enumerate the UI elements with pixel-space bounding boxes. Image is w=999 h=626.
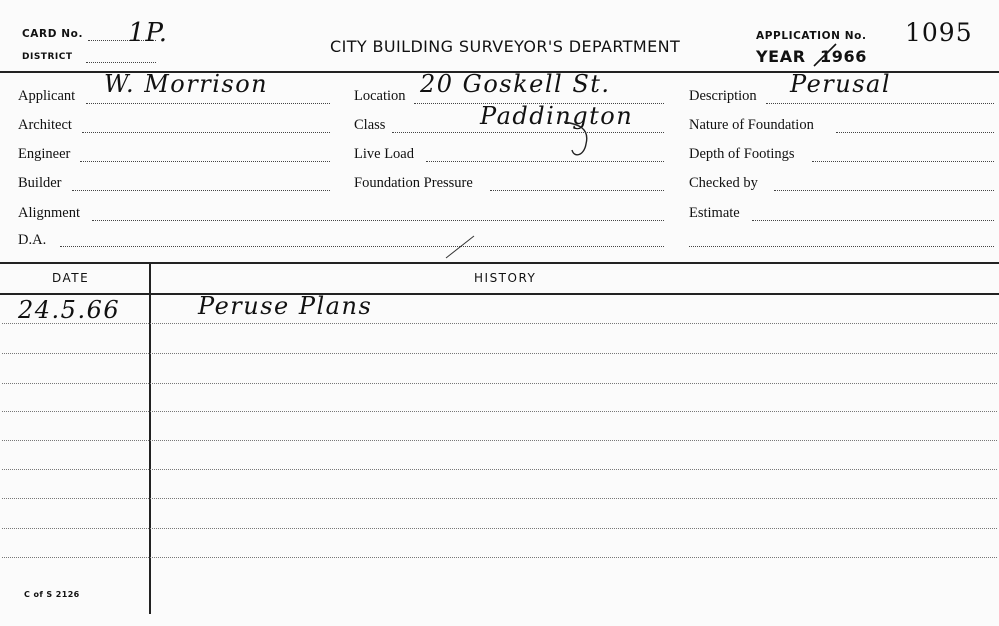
stray-pen-mark xyxy=(440,232,480,262)
description-value: Perusal xyxy=(790,70,892,98)
class-label: Class xyxy=(354,117,386,133)
architect-label: Architect xyxy=(18,117,72,133)
class-dotted-line xyxy=(392,132,664,133)
date-column-header: DATE xyxy=(52,271,90,285)
card-no-label: CARD No. xyxy=(22,28,84,40)
history-column-header: HISTORY xyxy=(474,271,537,285)
table-row xyxy=(2,469,997,470)
year-stroke-mark xyxy=(810,40,840,70)
engineer-label: Engineer xyxy=(18,146,71,162)
table-row xyxy=(2,383,997,384)
table-row xyxy=(2,440,997,441)
district-label: DISTRICT xyxy=(22,52,73,62)
alignment-label: Alignment xyxy=(18,205,81,221)
department-title: CITY BUILDING SURVEYOR'S DEPARTMENT xyxy=(330,37,681,56)
table-row xyxy=(2,353,997,354)
year-label: YEAR xyxy=(756,47,806,66)
da-dotted-line xyxy=(60,246,664,247)
alignment-dotted-line xyxy=(92,220,664,221)
description-label: Description xyxy=(689,88,757,104)
history-entry-text: Peruse Plans xyxy=(198,292,373,320)
checked-by-label: Checked by xyxy=(689,175,758,191)
date-history-divider xyxy=(149,264,151,614)
district-dotted-line xyxy=(86,62,156,63)
builder-label: Builder xyxy=(18,175,62,191)
estimate-label: Estimate xyxy=(689,205,740,221)
location-line2: Paddington xyxy=(480,102,634,130)
checked-by-dotted-line xyxy=(774,190,994,191)
applicant-value: W. Morrison xyxy=(104,70,269,98)
depth-of-footings-label: Depth of Footings xyxy=(689,146,795,162)
foundation-pressure-label: Foundation Pressure xyxy=(354,175,473,191)
form-code: C of S 2126 xyxy=(24,590,80,599)
table-row xyxy=(2,323,997,324)
applicant-label: Applicant xyxy=(18,88,76,104)
nature-of-foundation-label: Nature of Foundation xyxy=(689,117,814,133)
location-underline-flourish xyxy=(560,114,600,164)
estimate-dotted-line xyxy=(752,220,994,221)
da-label: D.A. xyxy=(18,232,47,248)
history-entry-date: 24.5.66 xyxy=(18,296,121,324)
table-row xyxy=(2,528,997,529)
application-number: 1095 xyxy=(905,18,973,47)
location-line1: 20 Goskell St. xyxy=(420,70,611,98)
engineer-dotted-line xyxy=(80,161,330,162)
table-row xyxy=(2,411,997,412)
estimate-extra-dotted-line xyxy=(689,246,994,247)
depth-dotted-line xyxy=(812,161,994,162)
builder-dotted-line xyxy=(72,190,330,191)
architect-dotted-line xyxy=(82,132,330,133)
nature-dotted-line xyxy=(836,132,994,133)
year-value: 1966 xyxy=(820,47,867,66)
description-dotted-line xyxy=(766,103,994,104)
card-no-value: 1P. xyxy=(128,18,169,48)
live-load-dotted-line xyxy=(426,161,664,162)
live-load-label: Live Load xyxy=(354,146,414,162)
foundation-pressure-dotted-line xyxy=(490,190,664,191)
location-label: Location xyxy=(354,88,406,104)
table-row xyxy=(2,557,997,558)
applicant-dotted-line xyxy=(86,103,330,104)
table-row xyxy=(2,498,997,499)
application-label: APPLICATION No. xyxy=(756,30,867,42)
